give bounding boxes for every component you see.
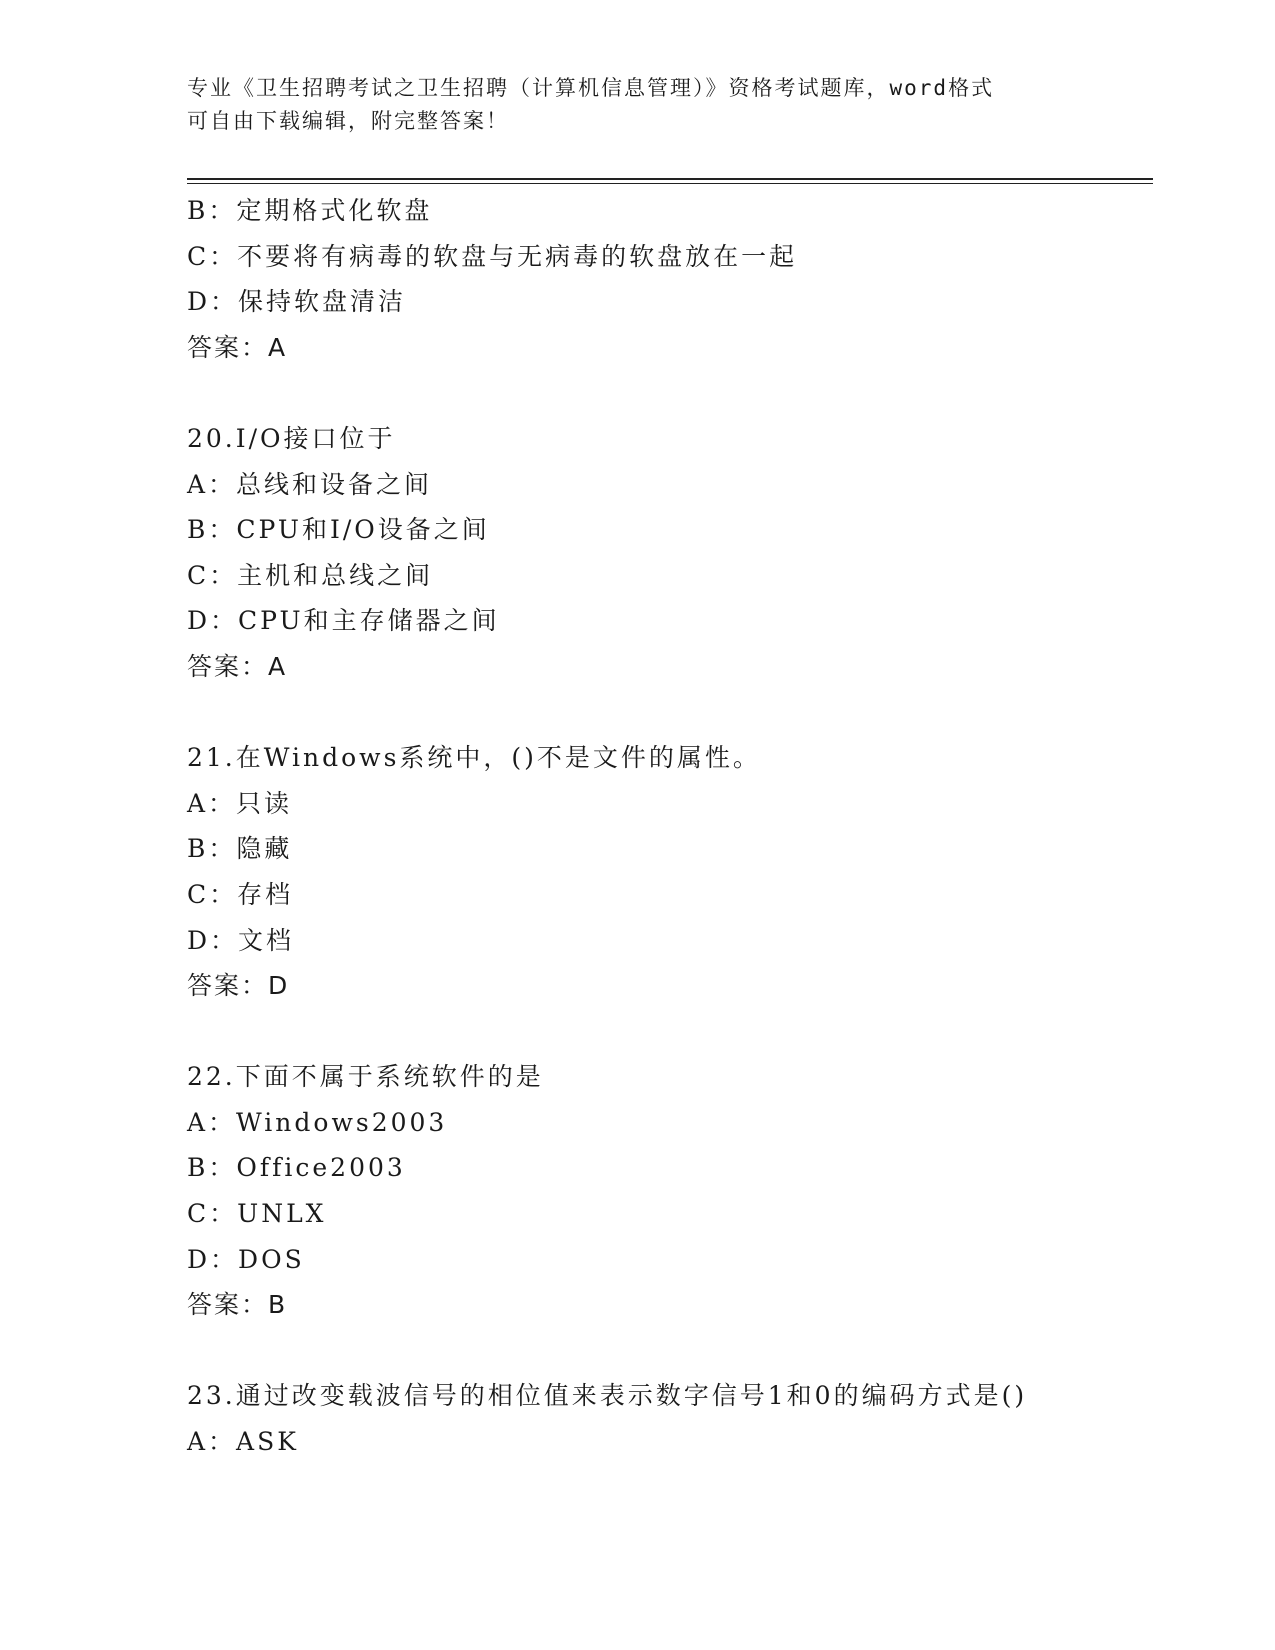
question-text: 21.在Windows系统中，()不是文件的属性。 xyxy=(187,743,761,773)
option-a: A：Windows2003 xyxy=(187,1107,448,1137)
question-20 xyxy=(187,416,1147,690)
option-b: B：隐藏 xyxy=(187,834,293,864)
document-header xyxy=(187,72,1067,138)
option-c: C：存档 xyxy=(187,879,294,909)
question-text: 20.I/O接口位于 xyxy=(187,423,396,453)
question-list xyxy=(187,188,1147,1465)
header-rule-thin xyxy=(187,183,1153,184)
option-b: B：CPU和I/O设备之间 xyxy=(187,515,490,545)
answer: 答案：D xyxy=(187,971,290,1001)
question-text: 23.通过改变载波信号的相位值来表示数字信号1和0的编码方式是() xyxy=(187,1381,1028,1411)
option-c: C：不要将有病毒的软盘与无病毒的软盘放在一起 xyxy=(187,241,798,271)
header-line-1: 专业《卫生招聘考试之卫生招聘（计算机信息管理）》资格考试题库，word格式 xyxy=(187,76,995,100)
question-text: 22.下面不属于系统软件的是 xyxy=(187,1062,544,1092)
option-a: A：总线和设备之间 xyxy=(187,469,433,499)
answer: 答案：A xyxy=(187,651,288,681)
question-19-continuation xyxy=(187,188,1147,370)
question-21 xyxy=(187,735,1147,1009)
header-line-2: 可自由下载编辑，附完整答案！ xyxy=(187,109,509,133)
option-d: D：CPU和主存储器之间 xyxy=(187,606,500,636)
option-d: D：DOS xyxy=(187,1244,305,1274)
answer: 答案：B xyxy=(187,1290,288,1320)
option-b: B：Office2003 xyxy=(187,1153,406,1183)
header-rule-thick xyxy=(187,178,1153,180)
question-23 xyxy=(187,1373,1147,1464)
option-c: C：UNLX xyxy=(187,1199,327,1229)
option-c: C：主机和总线之间 xyxy=(187,560,434,590)
question-22 xyxy=(187,1054,1147,1328)
option-d: D：保持软盘清洁 xyxy=(187,287,407,317)
option-a: A：只读 xyxy=(187,788,293,818)
option-a: A：ASK xyxy=(187,1427,299,1457)
option-d: D：文档 xyxy=(187,925,295,955)
option-b: B：定期格式化软盘 xyxy=(187,196,433,225)
answer: 答案：A xyxy=(187,332,288,362)
